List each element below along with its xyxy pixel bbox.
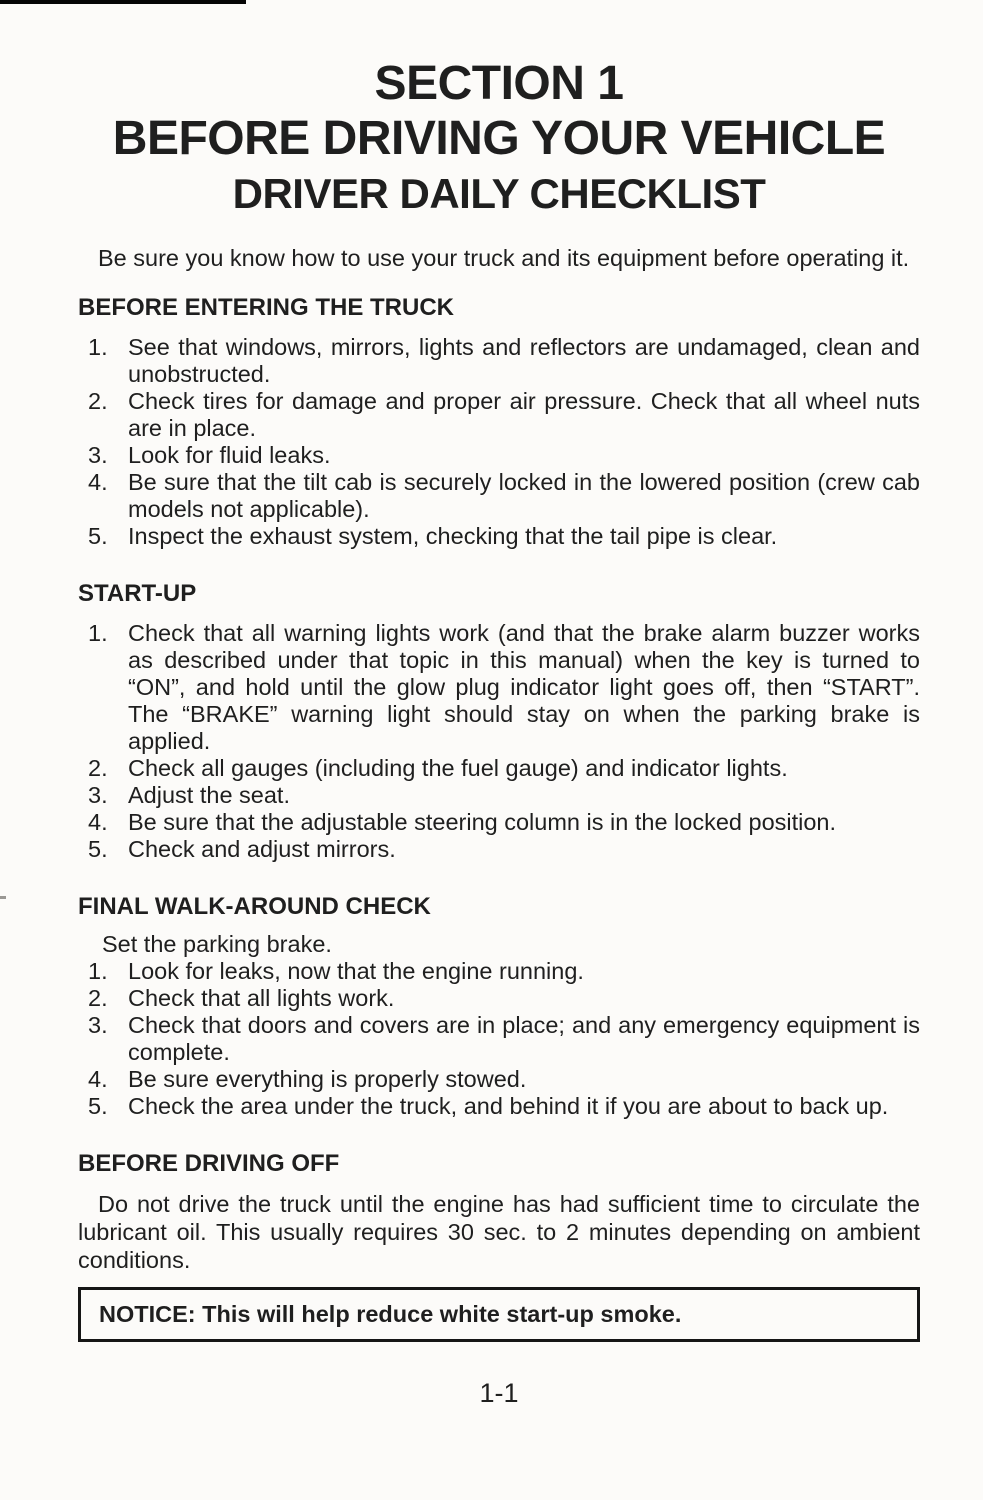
checklist-item <box>78 523 920 550</box>
notice-text: NOTICE: This will help reduce white start-up smoke. <box>99 1301 682 1327</box>
item-number: 4. <box>88 809 108 835</box>
section <box>78 893 920 1120</box>
item-text: Be sure that the tilt cab is securely locked in the lowered position (crew cab models not applicable). <box>128 469 920 522</box>
item-number: 2. <box>88 755 108 781</box>
item-number: 4. <box>88 469 108 495</box>
checklist-item <box>78 1093 920 1120</box>
checklist-item <box>78 620 920 755</box>
item-text: Be sure everything is properly stowed. <box>128 1066 527 1092</box>
item-text: Adjust the seat. <box>128 782 290 808</box>
checklist-item <box>78 334 920 388</box>
section-lead: Set the parking brake. <box>102 931 332 957</box>
item-text: Look for fluid leaks. <box>128 442 331 468</box>
section-heading: START-UP <box>78 580 197 607</box>
item-number: 5. <box>88 523 108 549</box>
checklist-item <box>78 1012 920 1066</box>
chapter-title: BEFORE DRIVING YOUR VEHICLE <box>112 112 886 165</box>
item-number: 5. <box>88 1093 108 1119</box>
item-number: 4. <box>88 1066 108 1092</box>
item-text: Check all gauges (including the fuel gauge) and indicator lights. <box>128 755 788 781</box>
item-number: 1. <box>88 334 108 360</box>
section <box>78 294 920 550</box>
sections-container <box>78 294 920 1274</box>
section-heading: BEFORE ENTERING THE TRUCK <box>78 294 455 321</box>
section-number-title: SECTION 1 <box>374 57 624 110</box>
item-text: Be sure that the adjustable steering column is in the locked position. <box>128 809 837 835</box>
checklist <box>78 620 920 863</box>
section-heading: FINAL WALK-AROUND CHECK <box>78 893 431 920</box>
item-text: Look for leaks, now that the engine running. <box>128 958 584 984</box>
item-number: 2. <box>88 388 108 414</box>
intro-paragraph: Be sure you know how to use your truck and its equipment before operating it. <box>98 245 910 271</box>
item-text: Check and adjust mirrors. <box>128 836 396 862</box>
checklist-item <box>78 836 920 863</box>
item-number: 5. <box>88 836 108 862</box>
scan-artifact-left-tick <box>0 896 6 899</box>
item-text: Check that all warning lights work (and that the brake alarm buzzer works as described under that topic in this manual) when the key is turned to “ON”, and hold until the glow plug indicator light goes off, then “START”. The “BRAKE” warning light should stay on when the parking brake is applied. <box>128 620 920 754</box>
item-number: 3. <box>88 1012 108 1038</box>
checklist <box>78 958 920 1120</box>
item-text: Check tires for damage and proper air pressure. Check that all wheel nuts are in place. <box>128 388 920 441</box>
checklist-item <box>78 782 920 809</box>
notice-box <box>78 1287 920 1342</box>
item-text: Check that all lights work. <box>128 985 395 1011</box>
checklist-item <box>78 755 920 782</box>
checklist <box>78 334 920 550</box>
section <box>78 1150 920 1274</box>
scan-artifact-top-bar <box>0 0 246 4</box>
item-number: 1. <box>88 958 108 984</box>
section-heading: BEFORE DRIVING OFF <box>78 1150 340 1177</box>
checklist-item <box>78 1066 920 1093</box>
item-text: Inspect the exhaust system, checking that the tail pipe is clear. <box>128 523 778 549</box>
item-text: Check the area under the truck, and behind it if you are about to back up. <box>128 1093 889 1119</box>
checklist-item <box>78 809 920 836</box>
checklist-item <box>78 442 920 469</box>
item-number: 3. <box>88 782 108 808</box>
item-number: 2. <box>88 985 108 1011</box>
checklist-item <box>78 958 920 985</box>
item-text: Check that doors and covers are in place; and any emergency equipment is complete. <box>128 1012 920 1065</box>
page-subtitle: DRIVER DAILY CHECKLIST <box>232 170 766 217</box>
section <box>78 580 920 863</box>
page-number: 1-1 <box>479 1378 519 1408</box>
checklist-item <box>78 985 920 1012</box>
section-paragraph: Do not drive the truck until the engine has had sufficient time to circulate the lubricant oil. This usually requires 30 sec. to 2 minutes depending on ambient conditions. <box>78 1191 920 1273</box>
item-number: 1. <box>88 620 108 646</box>
item-text: See that windows, mirrors, lights and reflectors are undamaged, clean and unobstructed. <box>128 334 920 387</box>
item-number: 3. <box>88 442 108 468</box>
checklist-item <box>78 388 920 442</box>
checklist-item <box>78 469 920 523</box>
